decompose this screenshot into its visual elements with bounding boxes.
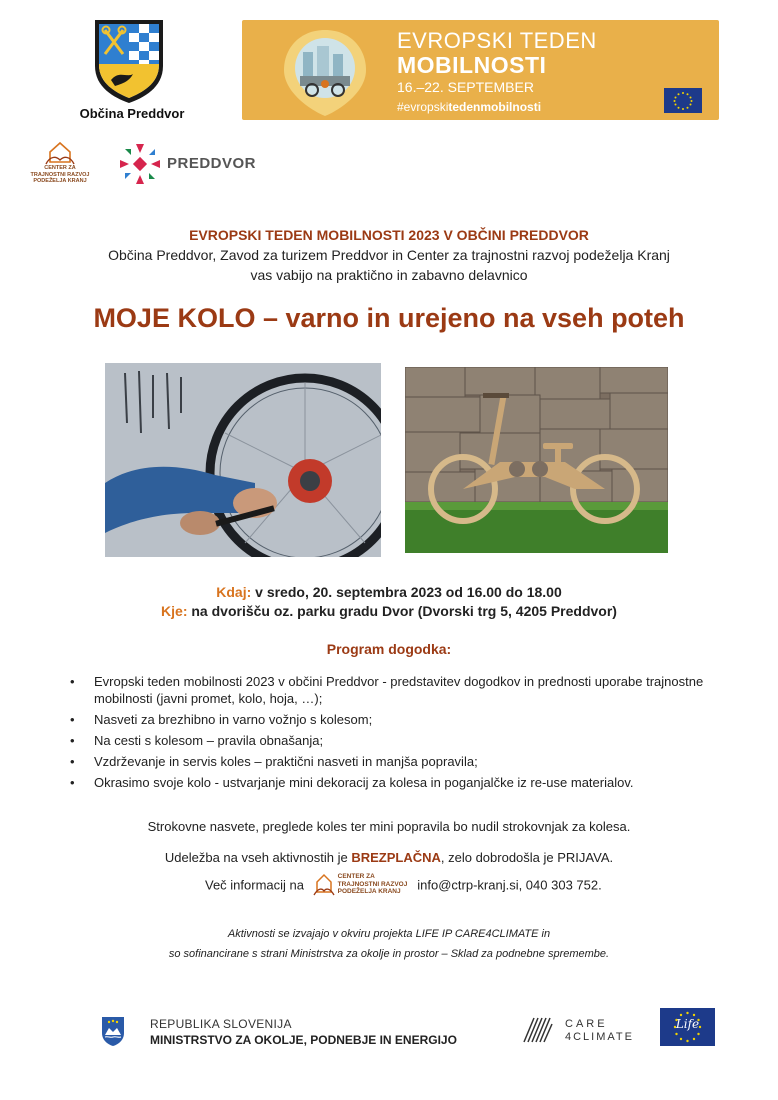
municipality-name: Občina Preddvor — [79, 106, 185, 121]
eu-life-logo — [660, 1008, 715, 1046]
preddvor-flower-logo — [118, 142, 162, 186]
wooden-bike-photo — [405, 367, 668, 553]
republic-slovenia-label: REPUBLIKA SLOVENIJA — [150, 1017, 292, 1031]
ministry-label: MINISTRSTVO ZA OKOLJE, PODNEBJE IN ENERGIJO — [150, 1033, 457, 1047]
crp-mini-logo-text: CENTER ZA TRAJNOSTNI RAZVOJ PODEŽELJA KRANJ — [337, 873, 408, 895]
footnote-line-2: so sofinancirane s strani Ministrstva za okolje in prostor – Sklad za podnebne spremembe. — [168, 948, 610, 960]
event-where — [0, 603, 778, 619]
more-info-line — [205, 870, 602, 900]
event-heading: EVROPSKI TEDEN MOBILNOSTI 2023 V OBČINI PREDDVOR — [189, 227, 589, 243]
footnote-line-1: Aktivnosti se izvajajo v okviru projekta LIFE IP CARE4CLIMATE in — [227, 928, 551, 940]
mobility-week-banner — [242, 20, 719, 120]
care4climate-fingerprint-icon — [520, 1014, 556, 1046]
list-item: • Nasveti za brezhibno in varno vožnjo s kolesom; — [70, 711, 710, 728]
crp-logo — [28, 138, 92, 198]
map-pin-illustration — [270, 26, 380, 118]
list-item: • Vzdrževanje in servis koles – praktični nasveti in manjša popravila; — [70, 753, 710, 770]
banner-hashtag: #evropskitedenmobilnosti — [397, 100, 542, 114]
expert-advice-text: Strokovne nasvete, preglede koles ter mini popravila bo nudil strokovnjak za kolesa. — [147, 819, 631, 834]
when-value: v sredo, 20. septembra 2023 od 16.00 do 18.00 — [251, 584, 562, 600]
coat-of-arms-logo — [93, 18, 165, 104]
banner-dates: 16.–22. SEPTEMBER — [397, 79, 534, 95]
program-list — [70, 673, 710, 795]
event-when — [0, 584, 778, 600]
crp-mini-logo — [312, 870, 410, 900]
slovenia-emblem-icon — [100, 1015, 126, 1047]
house-hands-icon — [312, 870, 336, 898]
list-item: • Okrasimo svoje kolo - ustvarjanje mini dekoracij za kolesa in poganjalčke iz re-use materialov. — [70, 774, 710, 791]
workshop-title: MOJE KOLO – varno in urejeno na vseh poteh — [93, 303, 685, 333]
list-item: • Evropski teden mobilnosti 2023 v občini Preddvor - predstavitev dogodkov in prednosti uporabe trajnostne mobilnosti (javni promet, kolo, hoja, …); — [70, 673, 710, 707]
care4climate-line2: 4CLIMATE — [565, 1031, 634, 1043]
banner-line1: EVROPSKI TEDEN — [397, 28, 597, 53]
attendance-text: Udeležba na vseh aktivnostih je BREZPLAČNA, zelo dobrodošla je PRIJAVA. — [164, 850, 614, 865]
where-label: Kje: — [161, 603, 188, 619]
life-text: Life — [675, 1017, 700, 1031]
program-heading: Program dogodka: — [326, 641, 452, 657]
house-hands-icon — [28, 138, 92, 166]
free-badge: BREZPLAČNA — [351, 850, 441, 865]
care4climate-line1: CARE — [565, 1018, 608, 1030]
banner-line2: MOBILNOSTI — [397, 52, 547, 78]
info-prefix: Več informacij na — [205, 877, 304, 893]
intro-line-1: Občina Preddvor, Zavod za turizem Preddvor in Center za trajnostni razvoj podeželja Kranj — [108, 247, 670, 263]
when-label: Kdaj: — [216, 584, 252, 600]
bike-repair-photo — [105, 363, 381, 557]
intro-line-2: vas vabijo na praktično in zabavno delavnico — [250, 267, 528, 283]
crp-logo-text: CENTER ZA TRAJNOSTNI RAZVOJ PODEŽELJA KRANJ — [30, 165, 90, 184]
preddvor-logo-text: PREDDVOR — [167, 155, 257, 172]
eu-flag-icon — [664, 88, 702, 113]
contact-info: info@ctrp-kranj.si, 040 303 752. — [417, 877, 602, 893]
where-value: na dvorišču oz. parku gradu Dvor (Dvorski trg 5, 4205 Preddvor) — [187, 603, 617, 619]
list-item: • Na cesti s kolesom – pravila obnašanja; — [70, 732, 710, 749]
